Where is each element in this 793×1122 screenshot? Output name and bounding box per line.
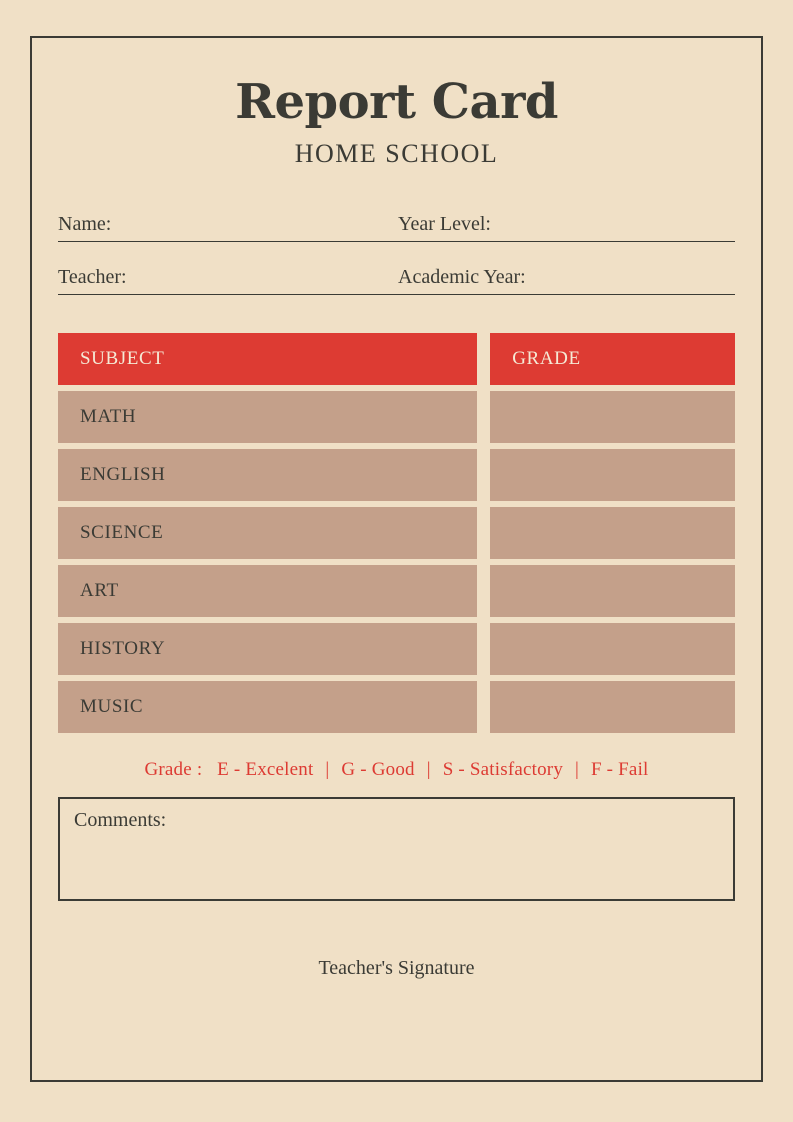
student-fields <box>58 213 735 295</box>
card-content <box>28 76 765 980</box>
legend-separator: | <box>325 758 330 780</box>
grade-cell[interactable] <box>490 507 735 559</box>
table-row <box>58 623 735 675</box>
page-subtitle: HOME SCHOOL <box>294 138 499 168</box>
table-row <box>58 449 735 501</box>
comments-box[interactable] <box>58 797 735 901</box>
name-input[interactable] <box>491 213 735 236</box>
legend-item-f: F - Fail <box>590 758 649 780</box>
page-title: Report Card <box>235 74 558 130</box>
academic-year-label: Academic Year: <box>398 265 526 288</box>
name-label: Name: <box>58 212 112 235</box>
field-row-teacher <box>58 266 735 295</box>
table-header-row <box>58 333 735 385</box>
grade-cell[interactable] <box>490 565 735 617</box>
subject-cell: HISTORY <box>58 623 477 675</box>
grade-cell[interactable] <box>490 449 735 501</box>
comments-label: Comments: <box>74 808 167 831</box>
subject-cell: ART <box>58 565 477 617</box>
teacher-input[interactable] <box>526 266 735 289</box>
subject-cell: SCIENCE <box>58 507 477 559</box>
grade-cell[interactable] <box>490 391 735 443</box>
legend-separator: | <box>426 758 431 780</box>
legend-separator: | <box>575 758 580 780</box>
legend-item-g: G - Good <box>341 758 415 780</box>
field-row-name <box>58 213 735 242</box>
header-subject: SUBJECT <box>58 333 477 385</box>
grade-cell[interactable] <box>490 681 735 733</box>
teacher-label: Teacher: <box>58 265 127 288</box>
year-level-label: Year Level: <box>398 212 491 235</box>
subject-cell: MATH <box>58 391 477 443</box>
grade-cell[interactable] <box>490 623 735 675</box>
table-row <box>58 391 735 443</box>
subject-cell: MUSIC <box>58 681 477 733</box>
header-grade: GRADE <box>490 333 735 385</box>
signature-label: Teacher's Signature <box>318 956 475 979</box>
table-row <box>58 507 735 559</box>
table-row <box>58 565 735 617</box>
legend-prefix: Grade : <box>144 758 203 780</box>
table-row <box>58 681 735 733</box>
legend-item-s: S - Satisfactory <box>442 758 564 780</box>
grade-legend <box>58 759 735 781</box>
legend-item-e: E - Excelent <box>217 758 314 780</box>
grades-table <box>58 333 735 733</box>
subject-cell: ENGLISH <box>58 449 477 501</box>
